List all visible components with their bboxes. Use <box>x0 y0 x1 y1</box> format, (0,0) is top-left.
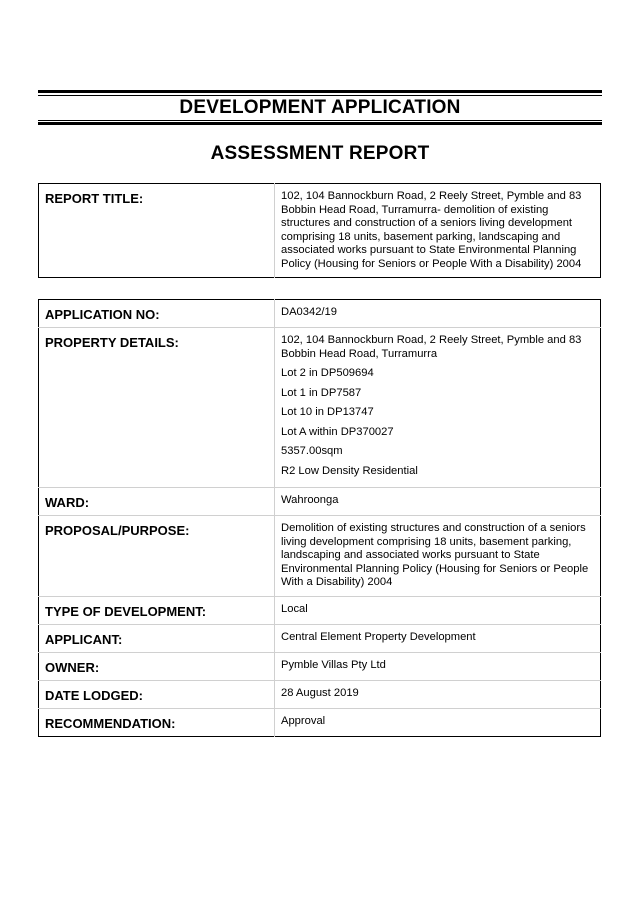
owner-row <box>39 653 601 681</box>
recommendation-value: Approval <box>275 709 601 737</box>
owner-label: OWNER: <box>39 653 275 681</box>
property-lot: Lot 2 in DP509694 <box>281 367 374 379</box>
property-details-value <box>275 328 601 488</box>
report-title-value: 102, 104 Bannockburn Road, 2 Reely Street, Pymble and 83 Bobbin Head Road, Turramurra- demolition of existing structures and construction of a seniors living development comprising 18 units, basement parking, landscaping and associated works pursuant to State Environmental Planning Policy (Housing for Seniors or People With a Disability) 2004 <box>281 190 582 270</box>
owner-value: Pymble Villas Pty Ltd <box>275 653 601 681</box>
bottom-rule-thick <box>38 122 602 125</box>
report-title-row <box>39 184 601 278</box>
recommendation-label: RECOMMENDATION: <box>39 709 275 737</box>
proposal-value: Demolition of existing structures and construction of a seniors living development comprising 18 units, basement parking, landscaping and associated works pursuant to State Environmental Planning Policy (Housing for Seniors or People With a Disability) 2004 <box>275 516 601 597</box>
applicant-value: Central Element Property Development <box>275 625 601 653</box>
report-title-label: REPORT TITLE: <box>39 184 275 278</box>
application-no-label: APPLICATION NO: <box>39 300 275 328</box>
proposal-label: PROPOSAL/PURPOSE: <box>39 516 275 597</box>
property-lot: Lot 10 in DP13747 <box>281 406 374 418</box>
ward-label: WARD: <box>39 488 275 516</box>
type-of-development-value: Local <box>275 597 601 625</box>
property-details-row <box>39 328 601 488</box>
ward-value: Wahroonga <box>275 488 601 516</box>
type-of-development-label: TYPE OF DEVELOPMENT: <box>39 597 275 625</box>
proposal-row <box>39 516 601 597</box>
document-title: DEVELOPMENT APPLICATION <box>179 97 461 118</box>
top-rule-thick <box>38 90 602 93</box>
application-no-value: DA0342/19 <box>281 306 337 318</box>
date-lodged-row <box>39 681 601 709</box>
applicant-label: APPLICANT: <box>39 625 275 653</box>
date-lodged-label: DATE LODGED: <box>39 681 275 709</box>
applicant-row <box>39 625 601 653</box>
property-address: 102, 104 Bannockburn Road, 2 Reely Street, Pymble and 83 Bobbin Head Road, Turramurra <box>281 334 582 360</box>
application-details-table <box>38 299 601 737</box>
document-subtitle: ASSESSMENT REPORT <box>210 143 430 164</box>
application-no-row <box>39 300 601 328</box>
bottom-rule-thin <box>38 120 602 121</box>
report-title-table <box>38 183 601 278</box>
ward-row <box>39 488 601 516</box>
date-lodged-value: 28 August 2019 <box>275 681 601 709</box>
property-lot: Lot A within DP370027 <box>281 425 394 438</box>
property-lot: Lot 1 in DP7587 <box>281 386 362 399</box>
property-area: 5357.00sqm <box>281 445 343 457</box>
type-of-development-row <box>39 597 601 625</box>
top-rule-thin <box>38 95 602 96</box>
property-details-label: PROPERTY DETAILS: <box>39 328 275 488</box>
recommendation-row <box>39 709 601 737</box>
property-zoning: R2 Low Density Residential <box>281 464 418 477</box>
